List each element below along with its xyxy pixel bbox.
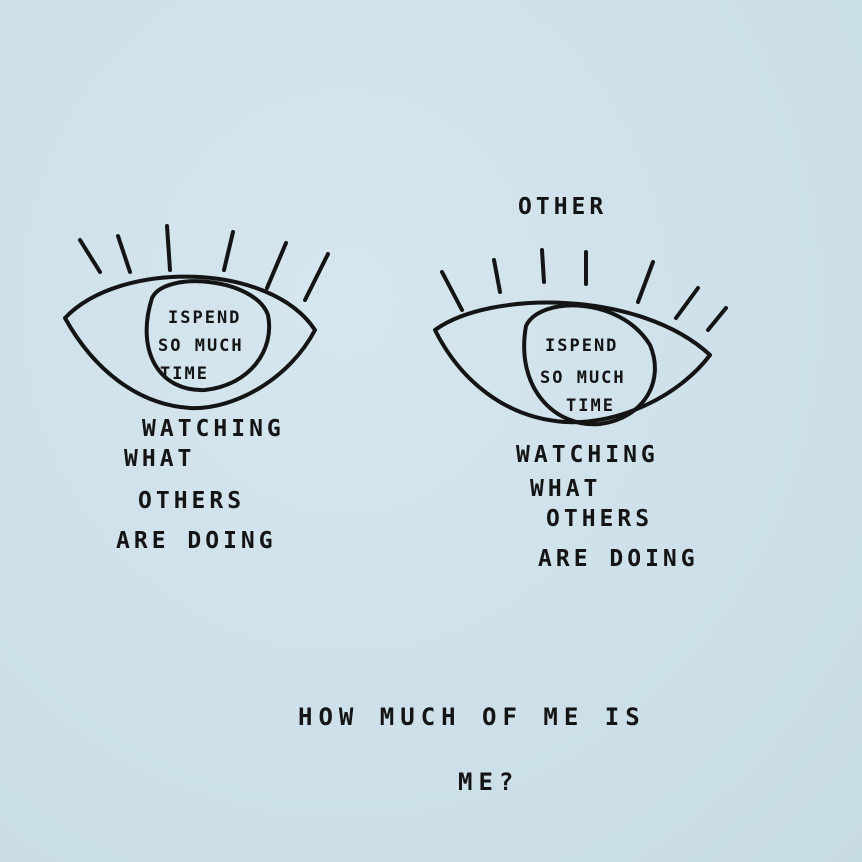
- left-caption-line-2: WHAT: [124, 446, 196, 472]
- left-iris-line-2: SO MUCH: [158, 336, 244, 356]
- right-caption-line-2: WHAT: [530, 476, 602, 502]
- left-iris-line-1: ISPEND: [168, 308, 242, 328]
- right-eye-lashes: [442, 250, 726, 330]
- right-iris-line-1: ISPEND: [545, 336, 619, 356]
- right-caption-line-1: WATCHING: [516, 442, 659, 468]
- question-line-1: HOW MUCH OF ME IS: [298, 703, 646, 731]
- left-iris-line-3: TIME: [160, 364, 209, 384]
- right-caption-line-3: OTHERS: [546, 506, 654, 532]
- right-iris-line-2: SO MUCH: [540, 368, 626, 388]
- left-caption-line-1: WATCHING: [142, 416, 285, 442]
- left-caption-line-3: OTHERS: [138, 488, 246, 514]
- left-caption-line-4: ARE DOING: [116, 528, 277, 554]
- right-eye-label: OTHER: [518, 194, 608, 220]
- right-caption-line-4: ARE DOING: [538, 546, 699, 572]
- right-iris-line-3: TIME: [566, 396, 615, 416]
- question-line-2: ME?: [458, 768, 520, 796]
